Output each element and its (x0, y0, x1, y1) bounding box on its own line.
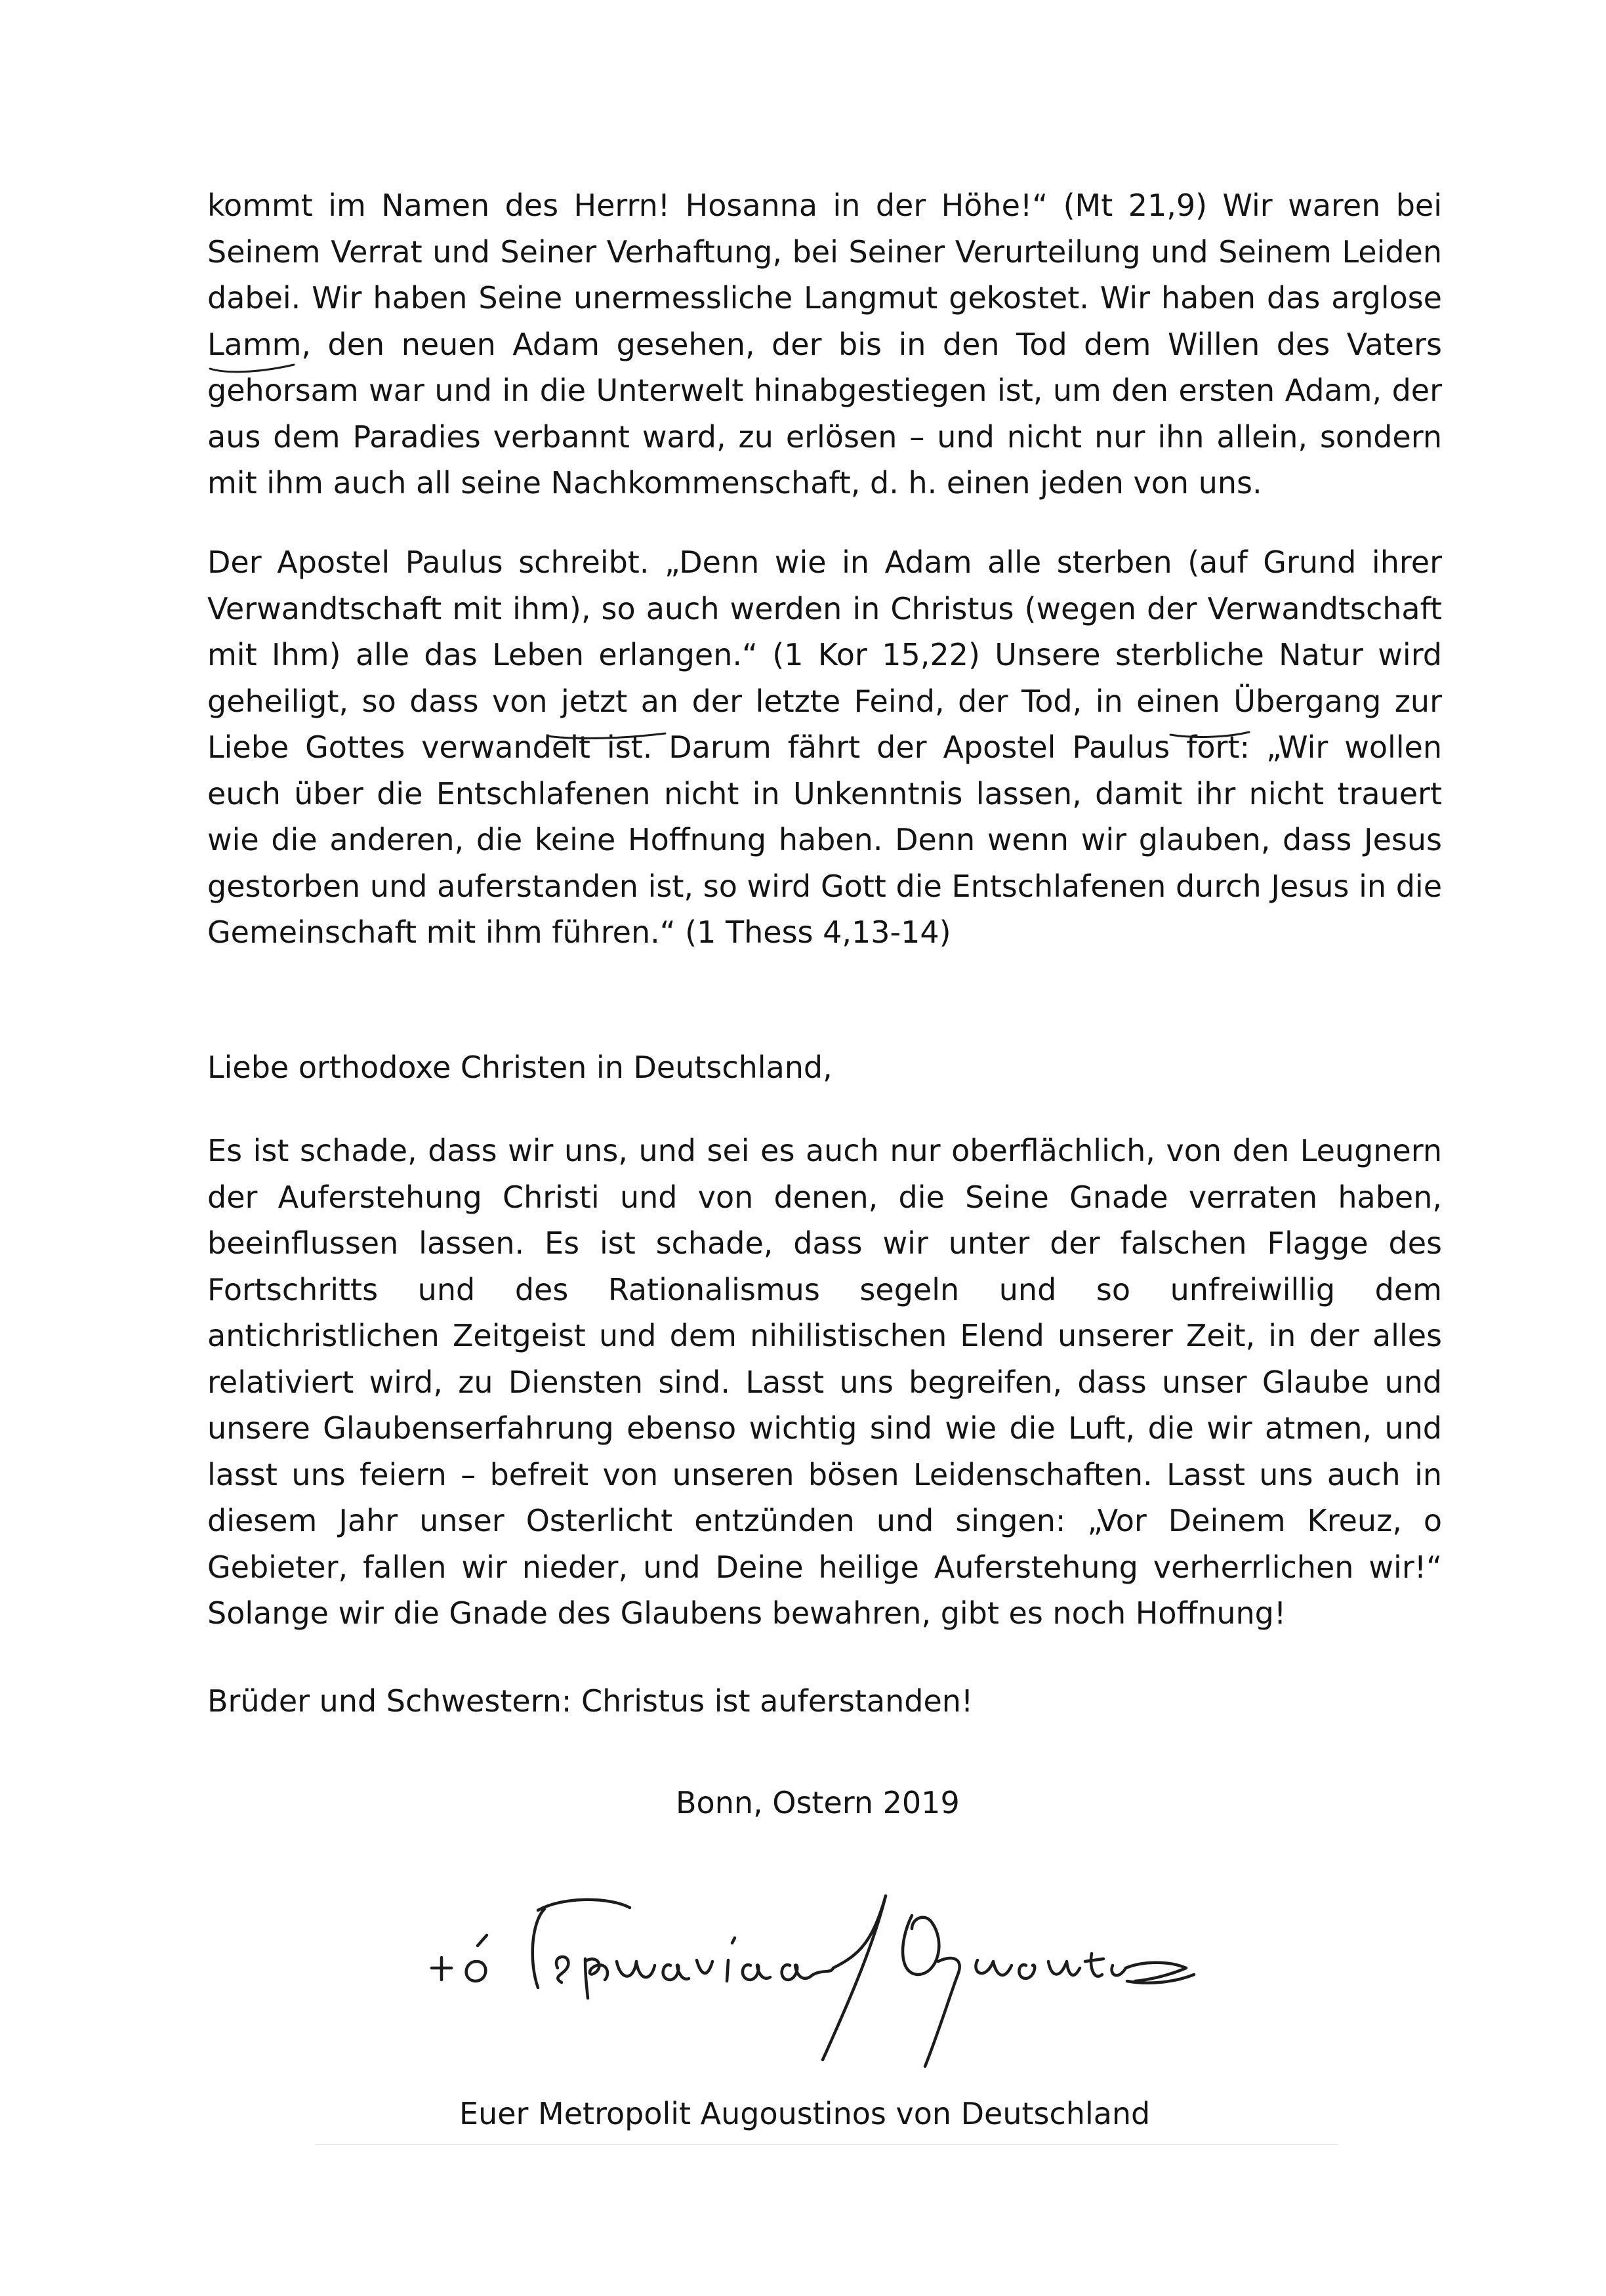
paragraph-3: Es ist schade, dass wir uns, und sei es auch nur oberflächlich, von den Leugnern der Auferstehung Christi und von denen, die Seine Gnade verraten haben, beeinflussen lassen. Es ist schade, dass wir unter der falschen Flagge des Fortschritts und des Rationalismus segeln und so unfreiwillig dem antichristlichen Zeitgeist und dem nihilistischen Elend unserer Zeit, in der alles relativiert wird, zu Diensten sind. Lasst uns begreifen, dass unser Glaube und unsere Glaubenserfahrung ebenso wichtig sind wie die Luft, die wir atmen, und lasst uns feiern – befreit von unseren bösen Leidenschaften. Lasst uns auch in diesem Jahr unser Osterlicht entzünden und singen: „Vor Deinem Kreuz, o Gebieter, fallen wir nieder, und Deine heilige Auferstehung verherrlichen wir!“ Solange wir die Gnade des Glaubens bewahren, gibt es noch Hoffnung! (207, 1133, 1442, 1631)
underline-mark-geheiligt (545, 728, 669, 743)
place-date: Bonn, Ostern 2019 (676, 1785, 960, 1820)
signature (413, 1870, 1201, 2073)
salutation: Liebe orthodoxe Christen in Deutschland, (207, 1050, 833, 1085)
underline-mark-feind (1168, 728, 1253, 741)
sender-line: Euer Metropolit Augoustinos von Deutschland (459, 2096, 1151, 2131)
footer-divider (315, 2144, 1338, 2145)
paragraph-2: Der Apostel Paulus schreibt. „Denn wie in Adam alle sterben (auf Grund ihrer Verwandtschaft mit ihm), so auch werden in Christus (wegen der Verwandtschaft mit Ihm) alle das Leben erlangen.“ (1 Kor 15,22) Unsere sterbliche Natur wird geheiligt, so dass von jetzt an der letzte Feind, der Tod, in einen Übergang zur Liebe Gottes verwandelt ist. Darum fährt der Apostel Paulus fort: „Wir wollen euch über die Entschlafenen nicht in Unkenntnis lassen, damit ihr nicht trauert wie die anderen, die keine Hoffnung haben. Denn wenn wir glauben, dass Jesus gestorben und auferstanden ist, so wird Gott die Entschlafenen durch Jesus in die Gemeinschaft mit ihm führen.“ (1 Thess 4,13-14) (207, 544, 1442, 950)
paragraph-1: kommt im Namen des Herrn! Hosanna in der Höhe!“ (Mt 21,9) Wir waren bei Seinem Verrat und Seiner Verhaftung, bei Seiner Verurteilung und Seinem Leiden dabei. Wir haben Seine unermessliche Langmut gekostet. Wir haben das arglose Lamm, den neuen Adam gesehen, der bis in den Tod dem Willen des Vaters gehorsam war und in die Unterwelt hinabgestiegen ist, um den ersten Adam, der aus dem Paradies verbannt ward, zu erlösen – und nicht nur ihn allein, sondern mit ihm auch all seine Nachkommenschaft, d. h. einen jeden von uns. (207, 188, 1442, 501)
underline-mark-arglose (207, 359, 299, 375)
closing-greeting: Brüder und Schwestern: Christus ist auferstanden! (207, 1683, 974, 1719)
